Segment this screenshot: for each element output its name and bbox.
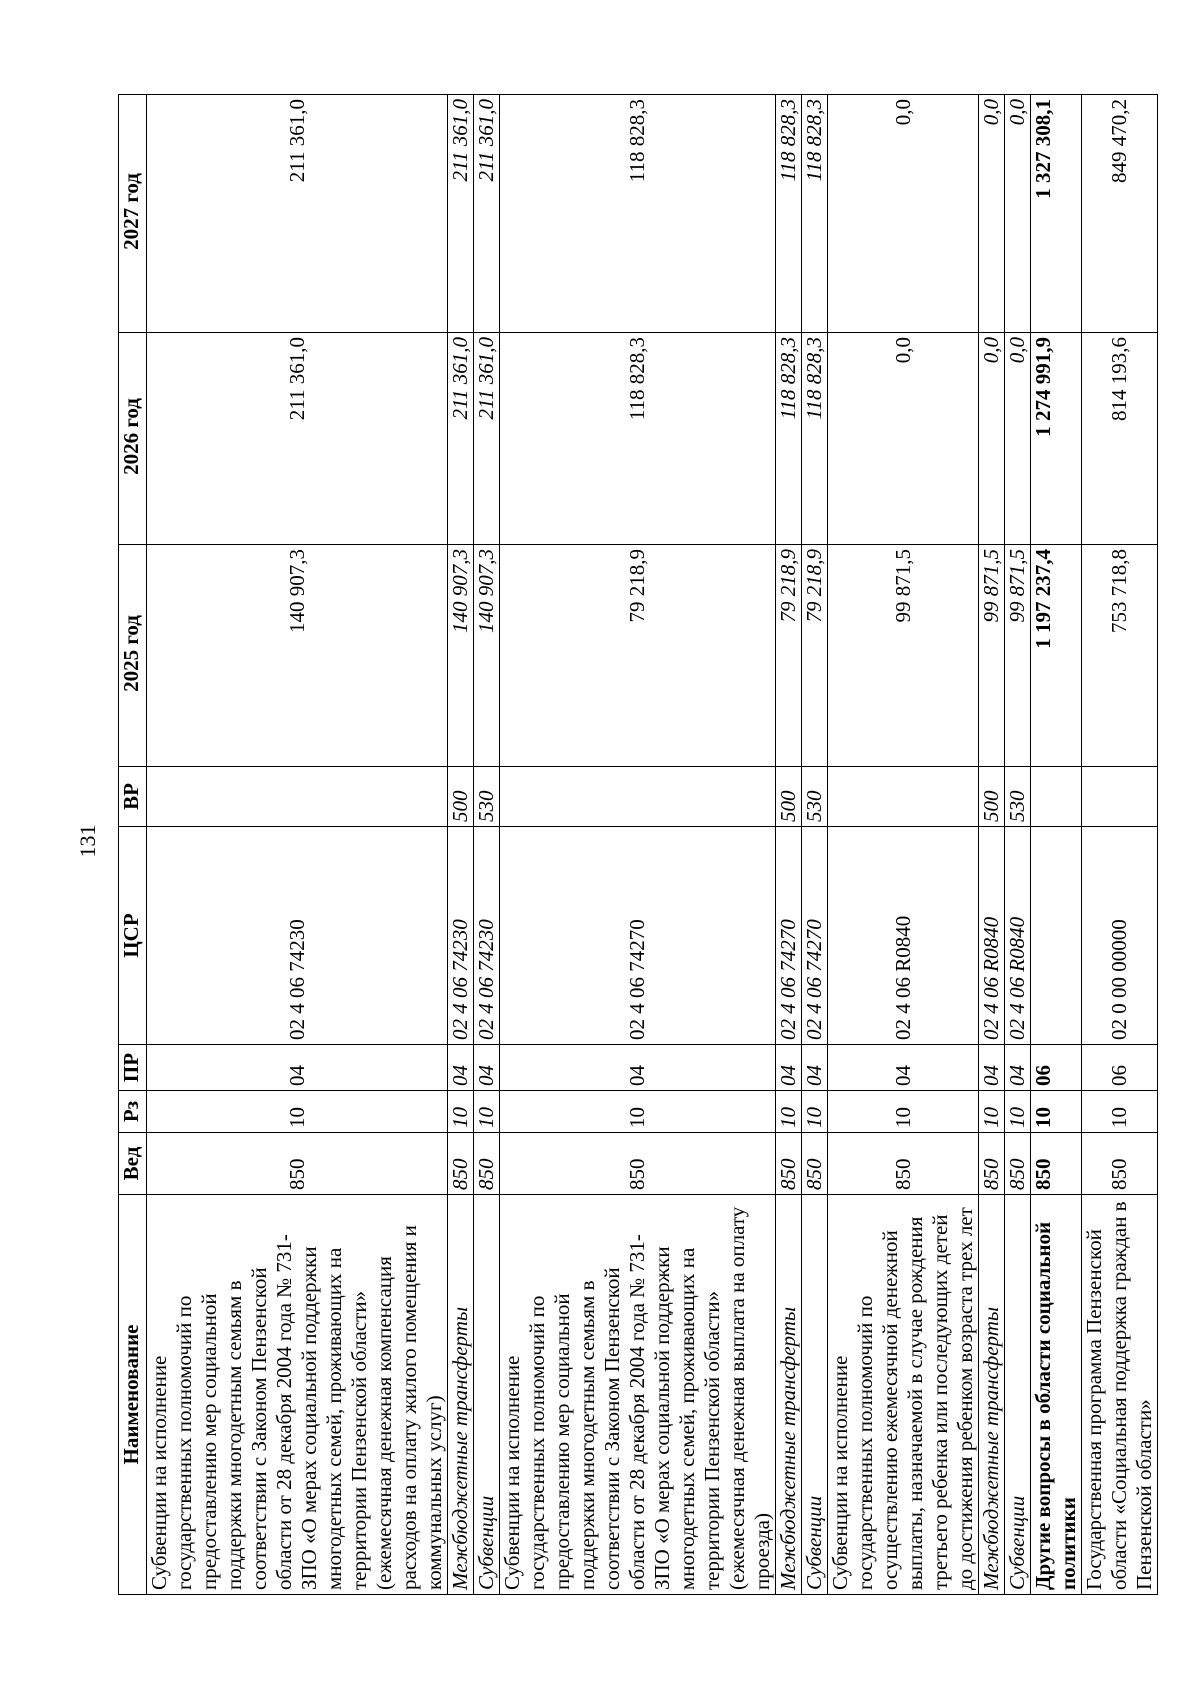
row-csr: 02 0 00 00000 [1082,827,1158,1045]
row-2025: 140 907,3 [147,545,448,767]
row-rz: 10 [1005,1091,1031,1133]
row-2027: 118 828,3 [802,95,828,333]
table-row [1082,95,1158,1595]
table-row [147,95,448,1595]
row-2027: 0,0 [1005,95,1031,333]
row-rz: 10 [474,1091,500,1133]
row-2026: 211 361,0 [448,333,474,545]
row-2026: 814 193,6 [1082,333,1158,545]
header-2026: 2026 год [119,333,147,545]
row-2026: 211 361,0 [147,333,448,545]
budget-table [118,94,1158,1595]
table-row [500,95,776,1595]
row-csr: 02 4 06 R0840 [828,827,979,1045]
row-rz: 10 [147,1091,448,1133]
row-vr: 500 [448,767,474,827]
header-csr: ЦСР [119,827,147,1045]
row-pr: 04 [776,1045,802,1091]
row-2027: 211 361,0 [448,95,474,333]
table-header-row [119,95,147,1595]
row-2027: 0,0 [979,95,1005,333]
header-ved: Вед [119,1133,147,1195]
page-number: 131 [75,824,100,858]
row-2025: 1 197 237,4 [1031,545,1082,767]
table-row [1031,95,1082,1595]
row-pr: 04 [448,1045,474,1091]
row-vr [500,767,776,827]
row-rz: 10 [828,1091,979,1133]
row-rz: 10 [448,1091,474,1133]
row-name: Субвенции на исполнение государственных полномочий по предоставлению мер социальной поддержки многодетным семьям в соответствии с Законом Пензенской области от 28 декабря 2004 года № 731-ЗПО «О мерах социальной поддержки многодетных семей, проживающих на территории Пензенской области» (ежемесячная денежная выплата на оплату проезда) [500,1195,776,1595]
row-name: Другие вопросы в области социальной политики [1031,1195,1082,1595]
table-row [979,95,1005,1595]
header-2027: 2027 год [119,95,147,333]
row-vr: 530 [474,767,500,827]
row-2026: 211 361,0 [474,333,500,545]
table-row [776,95,802,1595]
row-vr: 500 [979,767,1005,827]
row-csr: 02 4 06 74270 [802,827,828,1045]
row-2027: 849 470,2 [1082,95,1158,333]
row-pr: 04 [474,1045,500,1091]
row-vr: 500 [776,767,802,827]
table-row [802,95,828,1595]
table-row [1005,95,1031,1595]
row-2025: 99 871,5 [828,545,979,767]
row-vr [828,767,979,827]
row-pr: 04 [802,1045,828,1091]
row-2026: 1 274 991,9 [1031,333,1082,545]
row-vr: 530 [1005,767,1031,827]
row-vr [147,767,448,827]
row-ved: 850 [802,1133,828,1195]
row-pr: 04 [979,1045,1005,1091]
row-ved: 850 [147,1133,448,1195]
header-rz: Рз [119,1091,147,1133]
row-rz: 10 [1031,1091,1082,1133]
row-2026: 118 828,3 [802,333,828,545]
row-2027: 211 361,0 [474,95,500,333]
row-ved: 850 [474,1133,500,1195]
row-pr: 04 [1005,1045,1031,1091]
row-csr: 02 4 06 74230 [448,827,474,1045]
row-2025: 79 218,9 [776,545,802,767]
table-row [448,95,474,1595]
row-csr: 02 4 06 74230 [147,827,448,1045]
row-pr: 04 [828,1045,979,1091]
row-pr: 04 [500,1045,776,1091]
row-2025: 79 218,9 [500,545,776,767]
row-name: Межбюджетные трансферты [979,1195,1005,1595]
row-vr: 530 [802,767,828,827]
row-ved: 850 [448,1133,474,1195]
row-csr [1031,827,1082,1045]
row-2026: 0,0 [979,333,1005,545]
header-2025: 2025 год [119,545,147,767]
row-name: Субвенции [474,1195,500,1595]
row-csr: 02 4 06 74270 [500,827,776,1045]
row-ved: 850 [1005,1133,1031,1195]
row-rz: 10 [979,1091,1005,1133]
row-rz: 10 [802,1091,828,1133]
row-vr [1082,767,1158,827]
row-2027: 1 327 308,1 [1031,95,1082,333]
row-2027: 0,0 [828,95,979,333]
header-vr: ВР [119,767,147,827]
row-2025: 140 907,3 [474,545,500,767]
header-name: Наименование [119,1195,147,1595]
row-csr: 02 4 06 74230 [474,827,500,1045]
row-ved: 850 [979,1133,1005,1195]
row-ved: 850 [828,1133,979,1195]
row-name: Субвенции [802,1195,828,1595]
row-2027: 118 828,3 [776,95,802,333]
row-2026: 0,0 [1005,333,1031,545]
row-name: Субвенции [1005,1195,1031,1595]
row-csr: 02 4 06 74270 [776,827,802,1045]
row-ved: 850 [1082,1133,1158,1195]
row-csr: 02 4 06 R0840 [1005,827,1031,1045]
header-pr: ПР [119,1045,147,1091]
rotated-table-container [118,95,1156,1595]
table-row [828,95,979,1595]
row-pr: 06 [1031,1045,1082,1091]
row-ved: 850 [500,1133,776,1195]
row-name: Субвенции на исполнение государственных полномочий по осуществлению ежемесячной денежной выплаты, назначаемой в случае рождения третьего ребенка или последующих детей до достижения ребенком возраста трех лет [828,1195,979,1595]
row-rz: 10 [500,1091,776,1133]
row-name: Межбюджетные трансферты [448,1195,474,1595]
row-2026: 118 828,3 [500,333,776,545]
row-2027: 118 828,3 [500,95,776,333]
row-csr: 02 4 06 R0840 [979,827,1005,1045]
row-rz: 10 [1082,1091,1158,1133]
row-ved: 850 [776,1133,802,1195]
row-2027: 211 361,0 [147,95,448,333]
row-pr: 04 [147,1045,448,1091]
row-name: Межбюджетные трансферты [776,1195,802,1595]
row-2025: 99 871,5 [1005,545,1031,767]
row-ved: 850 [1031,1133,1082,1195]
row-vr [1031,767,1082,827]
table-row [474,95,500,1595]
row-name: Субвенции на исполнение государственных полномочий по предоставлению мер социальной поддержки многодетным семьям в соответствии с Законом Пензенской области от 28 декабря 2004 года № 731-ЗПО «О мерах социальной поддержки многодетных семей, проживающих на территории Пензенской области» (ежемесячная денежная компенсация расходов на оплату жилого помещения и коммунальных услуг) [147,1195,448,1595]
row-2026: 0,0 [828,333,979,545]
row-2026: 118 828,3 [776,333,802,545]
row-2025: 99 871,5 [979,545,1005,767]
row-2025: 140 907,3 [448,545,474,767]
row-name: Государственная программа Пензенской области «Социальная поддержка граждан в Пензенской области» [1082,1195,1158,1595]
row-rz: 10 [776,1091,802,1133]
row-2025: 753 718,8 [1082,545,1158,767]
row-pr: 06 [1082,1045,1158,1091]
row-2025: 79 218,9 [802,545,828,767]
